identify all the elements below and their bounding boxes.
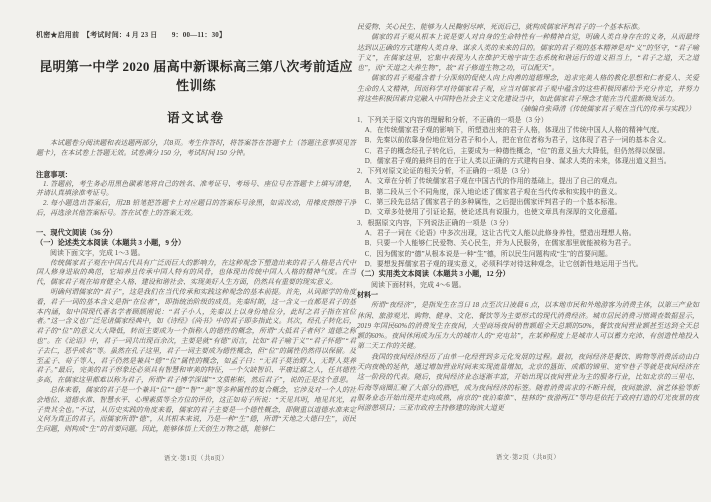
question-2-option-d: D．文章多处使用了引证论据，使论述具有说服力，也使文章具有深厚的文化意蕴。 <box>364 208 622 217</box>
security-classification-line: 机密★启用前 【考试时间：4 月 23 日 9：00—11：30】 <box>36 31 227 39</box>
question-1 <box>357 115 699 166</box>
exam-page-2 <box>357 22 699 472</box>
passage-attribution: （摘编自张舜清《传统儒家君子观在当代的传承与实践》） <box>516 105 695 114</box>
notice-item-2: 2. 每小题选出答案后，用2B 铅笔把答题卡上对应题目的答案标号涂黑，如需改动，用橡皮擦擦干净后，再选涂其他答案标号。答在试卷上的答案无效。 <box>36 199 356 217</box>
subsection-heading-practical-reading: （二）实用类文本阅读（本题共 3 小题，12 分） <box>357 270 510 279</box>
notice-heading: 注意事项： <box>36 170 72 179</box>
material-1-paragraph-2: 我国的夜间经济经历了由单一化经营到多元化发展的过程。最初，夜间经济是餐饮、购物等消费活动由白天向夜晚的延伸，通过增加营业时间来实现流量增加，北京的簋街、成都的锦里、宽窄巷子等就是夜间经济在这一阶段的代表。随后，夜间经济业态逐渐丰富，开始出现以夜间营业为主的服务行业，比如北京的三里屯、后海等商圈汇聚了大部分的酒吧，成为夜间经济的标签。随着消费需求的不断升级，夜间旅游、演艺体验等新服务业态开始出现并走向成熟，南京的“夜泊秦淮”、桂林的“夜游两江”等均是依托于政府打造的灯光夜景的夜间游憩项目；三亚市政府主持修建的海滨大道更 <box>357 352 699 413</box>
question-3-option-b: B．只要一个人能够仁民爱物、关心民生，并为人民服务，在儒家那里就能被称为君子。 <box>364 239 636 248</box>
exam-title: 昆明第一中学 2020 届高中新课标高三第八次考前适应性训练 <box>39 59 353 93</box>
question-3-option-c: C．因为儒家的“德”从根本说是一种“生”德，所以民生问题构成“生”的首要问题。 <box>364 249 612 258</box>
question-2 <box>357 166 699 217</box>
passage-continuation: 民爱物、关心民生、能够为人民鞠躬尽瘁、死而后已，就构成儒家评判君子的一个基本标准。 <box>357 23 644 31</box>
passage-paragraph-3: 总体来看，儒家的君子是一个兼具“位”“德”“智”“美”等多种属性的复合概念，它涉及对一个人的社会地位、道德水准、智慧水平、心理素质等全方位的评价，这正如荀子所说：“天见其明，地见其光，君子贵其全也。”不过，从历史实践的角度来看，儒家的君子主要是一个德性概念，即侧重以道德水准来定义何为真正的君子。而儒家所谓“德”，从其根本来说，乃是一种“生”德，所谓“天地之大德曰生”，而民生问题，则构成“生”的首要问题。因此，能够体悟上天创生万物之德，能够仁 <box>36 385 356 434</box>
question-1-option-d: D．儒家君子观的最终目的在于让人类以正确的方式建构自身、谋求人类的未来，体现出道义担当。 <box>364 156 671 165</box>
question-1-option-b: B．先秦以前依靠身份地位划分君子和小人，把在官位者称为君子，这体现了君子一词的基本含义。 <box>364 136 671 145</box>
subsection-heading-argumentative-reading: （一）论述类文本阅读（本题共 3 小题，9 分） <box>36 239 186 248</box>
exam-intro-paragraph: 本试题卷分阅读题和表达题两部分，共8页。考生作答时，将答案答在答题卡上（答题注意事项见答题卡），在本试卷上答题无效。试卷满分 150 分，考试时间 150 分钟。 <box>36 139 356 157</box>
section-heading-modern-reading: 一、现代文阅读（36 分） <box>36 228 117 237</box>
reading-prompt-2: 阅读下面材料，完成 4～6 题。 <box>371 280 466 289</box>
exam-subject-title: 语文试卷 <box>166 111 225 125</box>
question-1-stem: 1．下列关于原文内容的理解和分析，不正确的一项是（3 分） <box>357 115 548 124</box>
passage-paragraph-4: 儒家的君子观从根本上说是要人对自身的生命特性有一种精神自觉，明确人类自身存在的义务，从而最终达到以正确的方式建构人类自身、谋求人类的未来的目的。儒家的君子观的基本精神是对“义”的坚守，“君子喻于义”，在儒家这里，它集中表现为人在维护天地宇宙生态系统和谐运行的道义担当上，“君子之道，天之道也”，而“天道之大养生物”，故“君子修道生物之功，可以配天”。 <box>357 33 699 73</box>
question-3-stem: 3．根据原文内容，下列说法正确的一项是（3 分） <box>357 218 513 227</box>
question-1-option-a: A．在传统儒家君子观的影响下，所塑造出来的君子人格，体现出了传统中国人人格的精神气度。 <box>364 125 664 134</box>
passage-paragraph-5: 儒家的君子观蕴含着十分深刻的促使人向上向善的道德理念，追求完美人格的教化思想和仁者爱人、关爱生命的人文精神，因而科学对待儒家君子观，应当对儒家君子观中蕴含的这些积极因素给予充分肯定，并努力将这些积极因素自觉融入中国特色社会主义文化建设当中，如此儒家君子理念才能在当代重新焕发活力。 <box>357 74 699 104</box>
question-3-option-a: A．君子一词在《论语》中多次出现，这让古代文人能以此修身养性，塑造出理想人格。 <box>364 228 636 237</box>
question-2-option-c: C．第三段先总结了儒家君子的多种属性，之后提出儒家评判君子的一个基本标准。 <box>364 198 622 207</box>
material-1-heading: 材料一 <box>357 290 378 299</box>
question-2-option-a: A．文章在分析了传统儒家君子观在中国古代的作用的基础上，提出了自己的观点。 <box>364 177 622 186</box>
question-1-option-c: C．君子的概念经孔子转化后，主要成为一种德性概念，“位”的意义虽大大降低，但仍然得以保留。 <box>364 146 670 155</box>
passage-paragraph-2: 明确何谓儒家的“君子”，这是我们在当代传承和实践这种观念的基本前提。首先，从词源学的角度看，君子一词的基本含义是指“在位者”，即指统治阶级的成员。先秦时期，这一含义一直都是君子的基本内涵，如中国现代著名学者顾颉刚说：“君子小人，先秦以上以身份地位分，此时之君子指在官位者。”这一含义也广泛见诸儒家经典中，如《诗经》《尚书》中的君子即多指此义。其次，经孔子转化后，君子的“位”的意义大大降低，转而主要成为一个指称人的德性的概念，所谓“大抵君子者何？道德之称也”。在《论语》中，君子一词共出现百余次，主要是就“有德”而言，比如“君子喻于义”“君子怀德”“君子去仁，恶乎成名”等。虽然在孔子这里，君子一词主要成为德性概念，但“位”的属性仍然得以保留。及至孟子、荀子等人，君子仍然是兼具“德”“位”属性的概念，如孟子曰：“无君子莫治野人，无野人莫养君子。”最后，完美的君子形象还必须具有智慧和审美的特征，一个欠缺智识、平庸迂腐之人，任其德性多高，在儒家这里都难以称为君子，所谓“君子博学深谋”“文质彬彬，然后君子”，说的正是这个意思。 <box>36 287 356 385</box>
notice-item-1: 1. 答题前，考生务必用黑色碳素笔将自己的姓名、准考证号、考场号、座位号在答题卡上填写清楚，并请认真填涂准考证号。 <box>36 179 356 198</box>
exam-page-1 <box>36 30 356 475</box>
passage-paragraph-1: 传统儒家君子观在中国古代具有广泛而巨大的影响力，在这种观念下塑造出来的君子人格是古代中国人修身进取的典范，它培养且传承中国人特有的风骨，也体现出传统中国人人格的精神气度。在当代，儒家君子观在培育健全人格、建设和谐社会、实现美好人生方面，仍然具有重要的现实意义。 <box>36 258 356 287</box>
question-2-option-b: B．第二段从三个不同角度，深入地论述了儒家君子观在当代传承和实践中的意义。 <box>364 187 622 196</box>
page-footer-1: 语文·第1页（共8页） <box>163 455 229 462</box>
question-3-option-d: D．要想发挥儒家君子观的现实意义，必须科学对待这种观念，让它创新性地运用于当代。 <box>364 259 643 268</box>
question-3 <box>357 218 699 269</box>
page-footer-2: 语文·第2页（共8页） <box>495 454 561 461</box>
question-2-stem: 2．下列对原文论证的相关分析，不正确的一项是（3 分） <box>357 167 534 176</box>
reading-prompt: 阅读下面文字，完成 1～3 题。 <box>50 248 145 257</box>
material-1-paragraph-1: 所谓“夜经济”，是指发生在当日 18 点至次日凌晨 6 点，以本地市民和外地游客为消费主体，以第三产业如休闲、旅游观光、购物、健身、文化、餐饮等为主要形式的现代消费经济。城市居民消费习惯调查数据显示，2019 年国民60%的消费发生在夜间，大型商场夜间销售额超全天总额的50%，餐饮夜间营业额甚至达到全天总额的60%。夜间休闲成为压力大的城市人的“充电站”，在某种程度上是城市人可以蓄力充沛、有创造性地投入第二天工作的关键。 <box>357 301 699 351</box>
